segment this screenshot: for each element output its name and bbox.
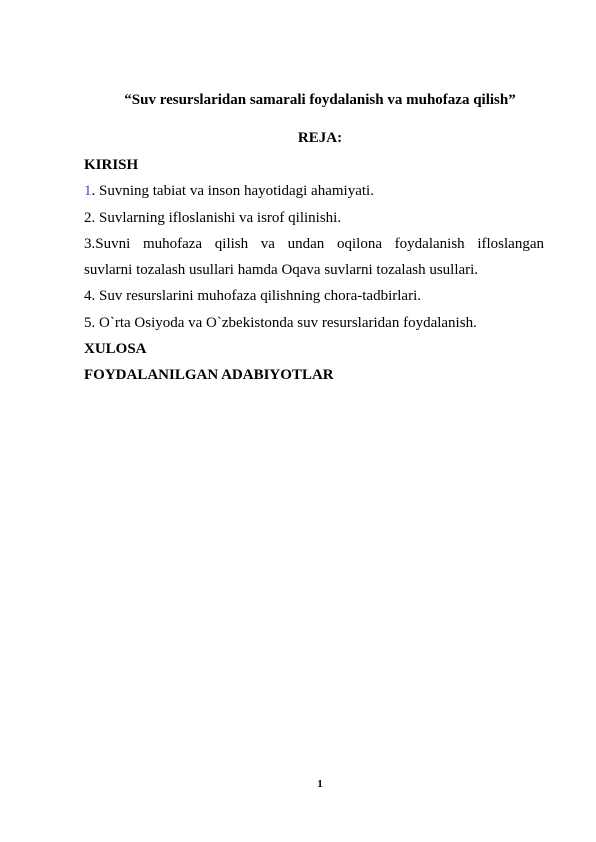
references-heading: FOYDALANILGAN ADABIYOTLAR [84, 367, 334, 384]
conclusion-heading: XULOSA [84, 341, 147, 358]
plan-item-number: 4 [84, 288, 92, 305]
plan-item-number: 3 [84, 235, 92, 252]
plan-item-text: . Suv resurslarini muhofaza qilishning chora-tadbirlari. [91, 288, 421, 305]
plan-item-5 [84, 310, 544, 336]
plan-heading: REJA: [297, 130, 343, 146]
plan-item-2 [84, 205, 544, 231]
plan-item-1 [84, 178, 544, 204]
document-title: “Suv resurslaridan samarali foydalanish va muhofaza qilish” [124, 92, 516, 108]
plan-item-3 [84, 231, 544, 257]
plan-item-4 [84, 283, 544, 309]
plan-content [84, 152, 544, 389]
plan-item-text: . Suvlarning ifloslanishi va isrof qilinishi. [91, 209, 342, 226]
plan-item-text: .Suvni muhofaza qilish va undan oqilona foydalanish ifloslangan [91, 235, 544, 252]
plan-item-number: 2 [84, 209, 92, 226]
plan-item-number: 1 [84, 183, 92, 200]
plan-item-text: . O`rta Osiyoda va O`zbekistonda suv resurslaridan foydalanish. [91, 314, 477, 331]
plan-item-number: 5 [84, 314, 92, 331]
plan-item-text: . Suvning tabiat va inson hayotidagi ahamiyati. [91, 183, 374, 200]
page-number: 1 [317, 778, 323, 790]
intro-heading: KIRISH [84, 157, 139, 173]
plan-item-3-continuation: suvlarni tozalash usullari hamda Oqava suvlarni tozalash usullari. [84, 262, 479, 279]
